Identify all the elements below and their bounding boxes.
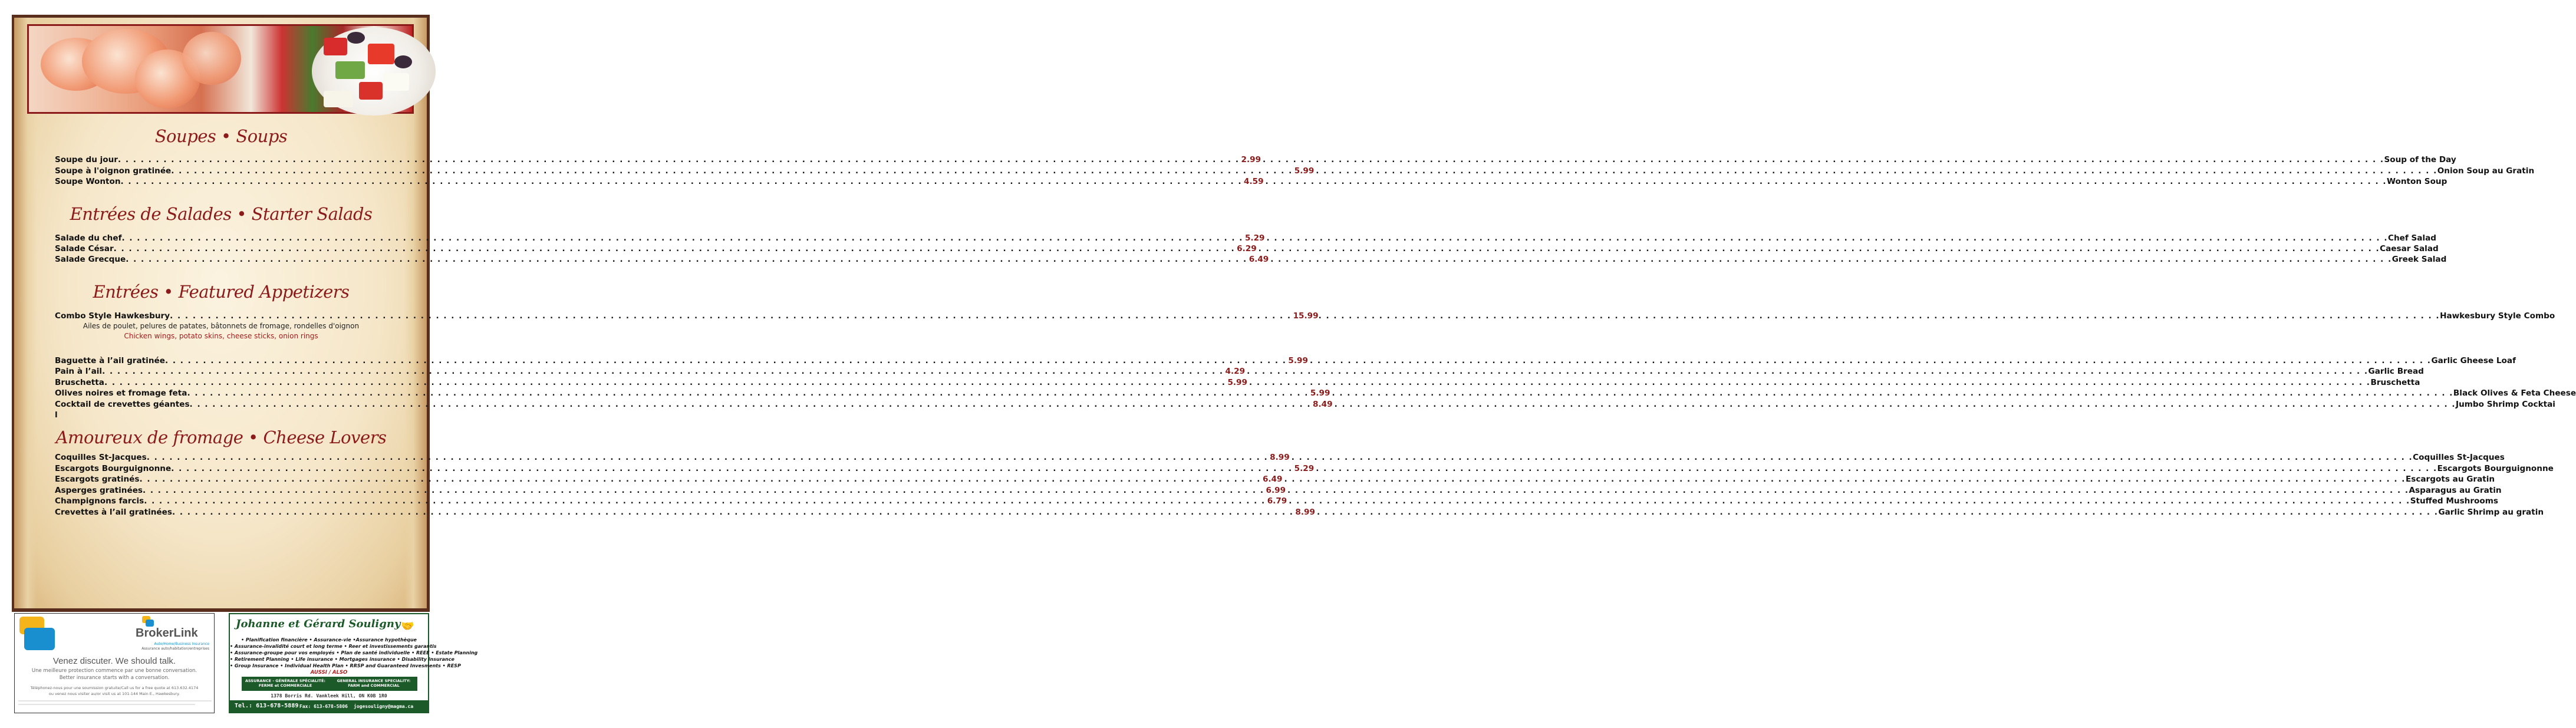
menu-row (55, 475, 2495, 486)
service-line: • Group Insurance • Individual Health Plan • RRSP and Guaranteed Invesments • RESP (230, 663, 461, 668)
item-price: 8.99 (1295, 508, 1315, 517)
item-name-en: Asparagus au Gratin (2409, 486, 2502, 495)
dot-leader (1284, 475, 2405, 484)
item-price: 6.79 (1267, 496, 1287, 506)
dot-leader (1319, 311, 2440, 321)
menu-row (55, 311, 2555, 322)
item-name-fr: Salade César (55, 244, 114, 253)
item-name-fr: Bruschetta (55, 378, 104, 387)
shrimp-image (182, 32, 241, 85)
section-title-cheese-lovers: Amoureux de fromage • Cheese Lovers (55, 427, 387, 447)
dot-leader (1263, 155, 2384, 164)
brokerlink-logo: BrokerLink (136, 627, 198, 640)
menu-row (55, 400, 2555, 411)
menu-row-wrap (55, 410, 386, 421)
dot-leader (147, 453, 1268, 462)
dot-leader (1270, 255, 2391, 264)
menu-row (55, 378, 2420, 389)
menu-row (55, 244, 2439, 255)
service-line: • Retirement Planning • Life insurance • Mortgages insurance • Disability insurance (230, 657, 454, 662)
item-name-en: Jumbo Shrimp Cocktai (2456, 400, 2555, 409)
service-line: • Assurance-invalidité court et long terme • Reer et investissements garantis (230, 644, 437, 649)
menu-row (55, 453, 2505, 464)
item-price: 6.99 (1266, 486, 1286, 495)
brokerlink-sub-fr: Assurance auto/habitation/entreprises (141, 647, 209, 651)
menu-row (55, 496, 2498, 508)
item-price: 6.49 (1249, 255, 1269, 264)
item-name-fr: Escargots Bourguignonne (55, 464, 172, 473)
brokerlink-ad[interactable] (14, 613, 215, 713)
item-name-en: Soup of the Day (2384, 155, 2456, 164)
brokerlink-line-1: Une meilleure protection commence par une bonne conversation. (31, 668, 197, 674)
item-name-en: Hawkesbury Style Combo (2440, 311, 2555, 321)
tomato-image (324, 38, 347, 55)
hero-food-photo (27, 24, 414, 114)
item-name-fr: Soupe à l'oignon gratinée (55, 166, 172, 176)
dot-leader (1289, 496, 2410, 506)
item-name-fr: Baguette à l’ail gratinée (55, 356, 165, 365)
item-price: 5.99 (1227, 378, 1247, 387)
item-name-en: Escargots Bourguignonne (2437, 464, 2554, 473)
olive-image (394, 55, 412, 68)
menu-row (55, 508, 2544, 519)
dot-leader (1316, 464, 2437, 473)
dot-leader (139, 475, 1260, 484)
item-name-fr: Salade Grecque (55, 255, 126, 264)
dot-leader (1266, 177, 2387, 186)
item-name-fr: Olives noires et fromage feta (55, 388, 187, 398)
item-name-fr: Champignons farcis (55, 496, 144, 506)
dot-leader (165, 356, 1286, 365)
item-name-en: Black Olives & Feta Cheese (2453, 388, 2576, 398)
item-name-en: Chef Salad (2387, 233, 2437, 243)
dot-leader (1247, 367, 2368, 376)
item-name-fr: Soupe Wonton (55, 177, 121, 186)
item-price: 8.99 (1270, 453, 1290, 462)
menu-row (55, 255, 2447, 266)
section-title-salads: Entrées de Salades • Starter Salads (70, 204, 373, 224)
item-price: 5.99 (1288, 356, 1308, 365)
cucumber-image (335, 61, 365, 79)
brokerlink-headline: Venez discuter. We should talk. (52, 656, 176, 666)
dot-leader (1259, 244, 2380, 253)
email-address[interactable]: jogesouligny@magma.ca (354, 704, 414, 709)
combo-description-en: Chicken wings, potato skins, cheese sticks, onion rings (124, 332, 318, 340)
dot-leader (172, 508, 1293, 517)
menu-row (55, 233, 2437, 245)
item-name-en: Coquilles St-Jacques (2413, 453, 2505, 462)
service-line: • Planification financière • Assurance-vie •Assurance hypothèque (241, 637, 417, 643)
combo-description-fr: Ailes de poulet, pelures de patates, bâtonnets de fromage, rondelles d'oignon (83, 322, 360, 330)
brokerlink-sub-en: Auto/Home/Business Insurance (154, 642, 209, 646)
dot-leader (122, 233, 1243, 243)
dot-leader (1332, 388, 2453, 398)
item-name-en: Caesar Salad (2380, 244, 2439, 253)
item-price: 6.49 (1262, 475, 1283, 484)
item-price: 5.29 (1294, 464, 1315, 473)
phone-number[interactable]: Tel.: 613-678-5889 (235, 703, 299, 709)
item-name-en: Garlic Shrimp au gratin (2438, 508, 2544, 517)
item-price: 15.99 (1293, 311, 1319, 321)
item-name-en: Garlic Bread (2368, 367, 2424, 376)
feta-image (324, 91, 353, 107)
dot-leader (1316, 166, 2437, 176)
dot-leader (171, 464, 1292, 473)
item-name-fr: Escargots gratinés (55, 475, 140, 484)
item-price: 2.99 (1241, 155, 1261, 164)
dot-leader (126, 255, 1247, 264)
dot-leader (1310, 356, 2431, 365)
aussi-also: AUSSI / ALSO (310, 670, 348, 676)
handshake-icon: 🤝 (401, 620, 414, 633)
brokerlink-line-4: ou venez nous visiter au/or visit us at 101-144 Main E., Hawkesbury. (48, 691, 180, 696)
souligny-ad[interactable] (229, 613, 478, 713)
dot-leader (1287, 486, 2409, 495)
dot-leader (1317, 508, 2438, 517)
fine-print (18, 704, 195, 705)
item-name-en: Onion Soup au Gratin (2437, 166, 2535, 176)
item-name-fr: Salade du chef (55, 233, 122, 243)
fine-print (18, 700, 212, 701)
dot-leader (1267, 233, 2388, 243)
item-name-en: Garlic Gheese Loaf (2431, 356, 2516, 365)
souligny-address: 1378 Borris Rd. Vankleek Hill, ON K0B 1R0 (271, 693, 387, 699)
item-name-fr: Coquilles St-Jacques (55, 453, 147, 462)
olive-image (347, 32, 365, 44)
item-name-fr: Pain à l’ail (55, 367, 103, 376)
item-name-fr: Combo Style Hawkesbury (55, 311, 170, 321)
brokerlink-line-2: Better insurance starts with a conversation. (59, 675, 170, 681)
item-name-en: Wonton Soup (2387, 177, 2447, 186)
menu-row (55, 486, 2502, 497)
item-price: 4.59 (1244, 177, 1264, 186)
dot-leader (121, 177, 1242, 186)
menu-row (55, 464, 2554, 475)
service-line: • Assurance-groupe pour vos employés • Plan de santé individuelle • REEE • Estate Planning (230, 650, 478, 655)
dot-leader (171, 166, 1292, 176)
wrapped-text: l (55, 410, 58, 420)
dot-leader (114, 244, 1235, 253)
menu-row (55, 367, 2424, 378)
item-name-fr: Cocktail de crevettes géantes (55, 400, 190, 409)
insurance-band (242, 677, 417, 691)
dot-leader (118, 155, 1239, 164)
menu-row (55, 166, 2535, 177)
fax-number: Fax: 613-678-5806 (299, 704, 348, 709)
item-name-fr: Soupe du jour (55, 155, 118, 164)
dot-leader (1335, 400, 2456, 409)
dot-leader (104, 378, 1226, 387)
dot-leader (102, 367, 1223, 376)
item-price: 5.99 (1294, 166, 1315, 176)
menu-row (55, 356, 2516, 367)
item-price: 6.29 (1237, 244, 1257, 253)
item-price: 5.29 (1244, 233, 1265, 243)
item-name-en: Stuffed Mushrooms (2410, 496, 2498, 506)
souligny-title: Johanne et Gérard Souligny (236, 618, 401, 630)
dot-leader (1249, 378, 2370, 387)
section-title-soups: Soupes • Soups (154, 126, 288, 146)
tomato-image (359, 82, 383, 100)
dot-leader (170, 311, 1291, 321)
item-price: 4.29 (1225, 367, 1246, 376)
band-text-en: GENERAL INSURANCE SPECIALITY: FARM and COMMERCIAL (337, 678, 411, 688)
item-name-en: Escargots au Gratin (2405, 475, 2495, 484)
brokerlink-line-3: Téléphonez-nous pour une soumission gratuite/Call us for a free quote at 613.632.4174 (30, 686, 199, 690)
menu-row (55, 155, 2456, 166)
item-name-en: Greek Salad (2391, 255, 2447, 264)
contact-bar (230, 700, 428, 713)
item-name-fr: Crevettes à l’ail gratinées (55, 508, 172, 517)
speech-bubble-icon (24, 628, 55, 650)
feta-image (383, 73, 409, 91)
band-text-fr: ASSURANCE - GÉNÉRALE SPÉCIALITÉ: FERME et COMMERCIALE (245, 678, 325, 688)
menu-row (55, 177, 2447, 188)
item-price: 8.49 (1313, 400, 1333, 409)
item-name-fr: Asperges gratinées (55, 486, 143, 495)
dot-leader (1292, 453, 2413, 462)
dot-leader (144, 496, 1265, 506)
dot-leader (187, 388, 1308, 398)
dot-leader (190, 400, 1311, 409)
item-price: 5.99 (1310, 388, 1330, 398)
item-name-en: Bruschetta (2370, 378, 2420, 387)
menu-row (55, 388, 2576, 400)
tomato-image (368, 44, 394, 64)
section-title-appetizers: Entrées • Featured Appetizers (93, 282, 350, 302)
dot-leader (143, 486, 1264, 495)
brokerlink-logo-mark (146, 620, 154, 627)
